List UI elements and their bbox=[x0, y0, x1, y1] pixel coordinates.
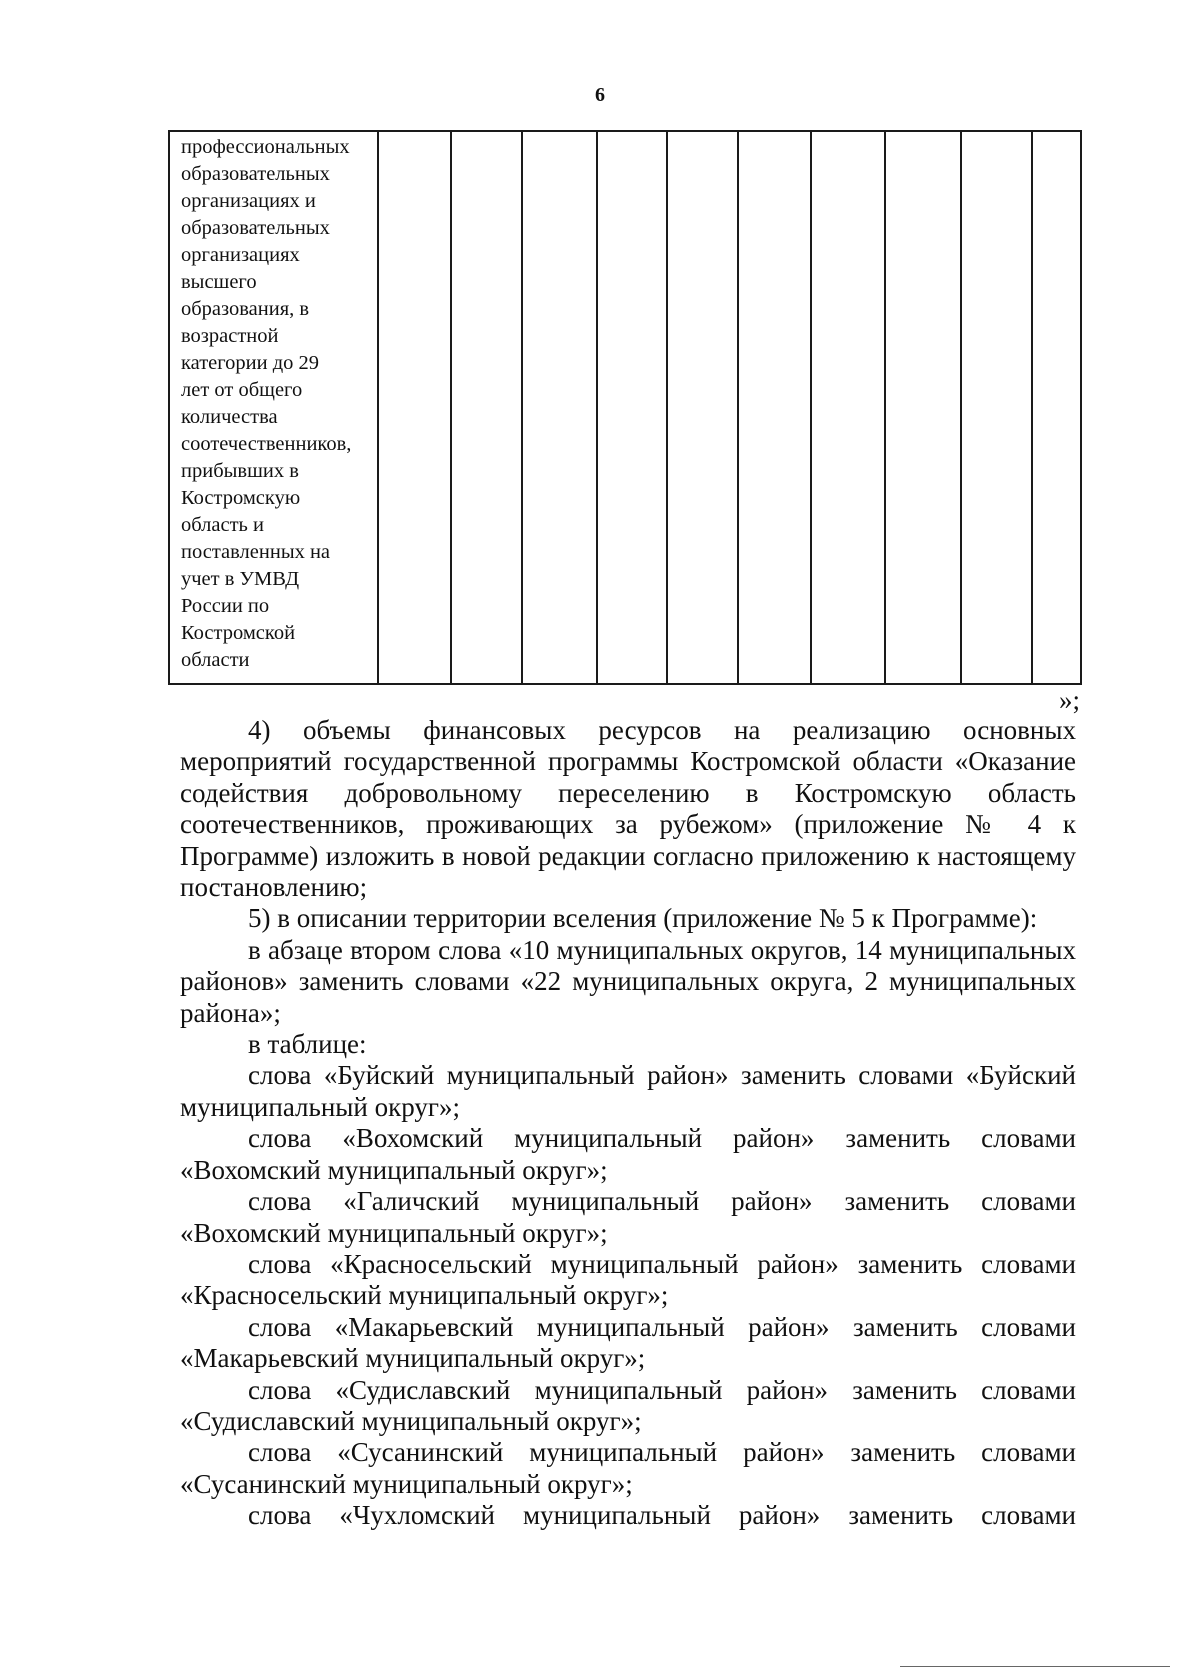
value-cell bbox=[667, 131, 738, 684]
indicator-cell bbox=[169, 131, 378, 684]
value-cell bbox=[522, 131, 597, 684]
replacement-item: слова «Красносельский муниципальный район» заменить словами «Красносельский муниципальный округ»; bbox=[180, 1248, 1076, 1311]
document-body bbox=[180, 715, 1076, 1532]
footer-rule bbox=[900, 1666, 1170, 1667]
closing-quote: »; bbox=[1058, 685, 1080, 715]
page-number: 6 bbox=[595, 84, 605, 106]
replacement-item: слова «Сусанинский муниципальный район» заменить словами «Сусанинский муниципальный округ»; bbox=[180, 1437, 1076, 1499]
paragraph-item-5-text: в абзаце втором слова «10 муниципальных округов, 14 муниципальных районов» заменить словами «22 муниципальных округа, 2 муниципальных района»; bbox=[180, 934, 1076, 1028]
replacement-item: слова «Галичский муниципальный район» заменить словами «Вохомский муниципальный округ»; bbox=[180, 1186, 1076, 1248]
continuation-table bbox=[168, 130, 1082, 685]
indicator-text: профессиональных образовательных организациях и образовательных организациях высшего образования, в возрастной категории до 29 лет от общего количества соотечественников, прибывших в Костромскую область и поставленных на учет в УМВД России по Костромской области bbox=[181, 136, 352, 671]
paragraph-item-5: 5) в описании территории вселения (приложение № 5 к Программе): bbox=[248, 903, 1038, 934]
replacement-item: слова «Чухломский муниципальный район» заменить словами bbox=[248, 1500, 1076, 1531]
replacement-item: слова «Вохомский муниципальный район» заменить словами «Вохомский муниципальный округ»; bbox=[180, 1123, 1076, 1185]
value-cell bbox=[885, 131, 961, 684]
table-row bbox=[169, 131, 1081, 684]
paragraph-table-intro: в таблице: bbox=[248, 1029, 367, 1060]
value-cell bbox=[451, 131, 522, 684]
value-cell bbox=[1032, 131, 1081, 684]
replacement-item: слова «Судиславский муниципальный район» заменить словами «Судиславский муниципальный округ»; bbox=[180, 1374, 1076, 1436]
value-cell bbox=[597, 131, 667, 684]
value-cell bbox=[961, 131, 1032, 684]
value-cell bbox=[811, 131, 885, 684]
paragraph-item-4: 4) объемы финансовых ресурсов на реализацию основных мероприятий государственной программы Костромской области «Оказание содействия добровольному переселению в Костромскую область соотечественников, проживающих за рубежом» (приложение № 4 к Программе) изложить в новой редакции согласно приложению к настоящему постановлению; bbox=[180, 715, 1076, 903]
value-cell bbox=[738, 131, 811, 684]
replacement-item: слова «Макарьевский муниципальный район» заменить словами «Макарьевский муниципальный округ»; bbox=[180, 1311, 1076, 1374]
replacement-item: слова «Буйский муниципальный район» заменить словами «Буйский муниципальный округ»; bbox=[180, 1060, 1076, 1122]
value-cell bbox=[378, 131, 451, 684]
